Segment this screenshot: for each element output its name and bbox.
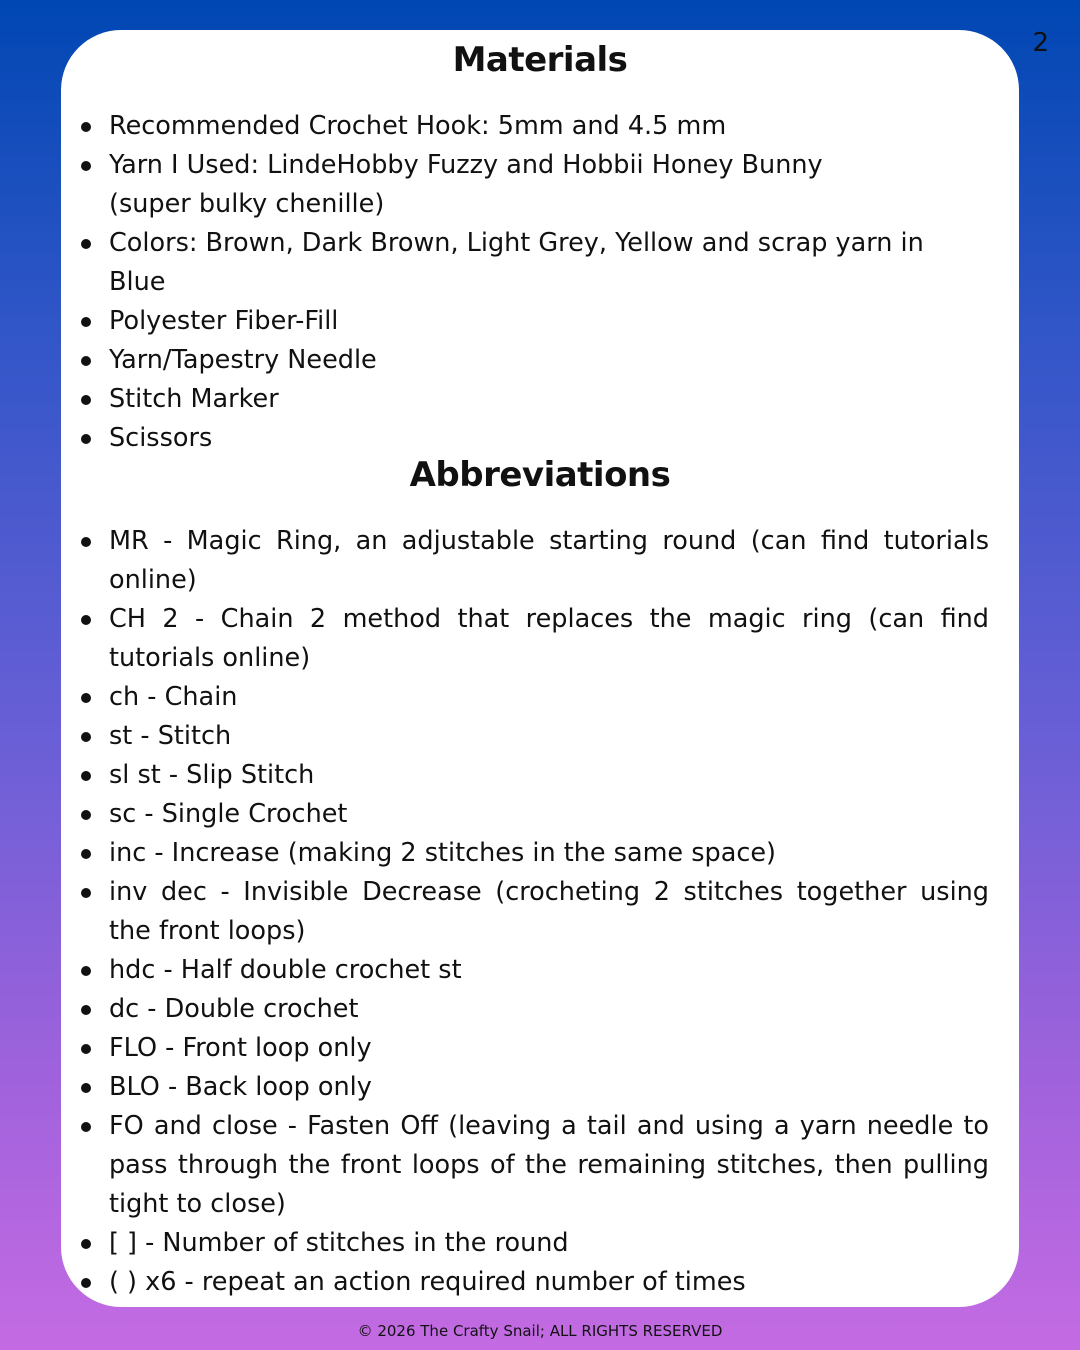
list-item xyxy=(61,795,1019,834)
content-card xyxy=(61,30,1019,1307)
list-item-text: ( ) x6 - repeat an action required number of times xyxy=(109,1267,746,1297)
list-item-text: sl st - Slip Stitch xyxy=(109,760,315,790)
list-item-text: Yarn/Tapestry Needle xyxy=(109,345,377,375)
bullet-icon xyxy=(81,161,91,171)
bullet-icon xyxy=(81,849,91,859)
bullet-icon xyxy=(81,1083,91,1093)
bullet-icon xyxy=(81,888,91,898)
bullet-icon xyxy=(81,1005,91,1015)
bullet-icon xyxy=(81,771,91,781)
bullet-icon xyxy=(81,1278,91,1288)
list-item xyxy=(61,302,1019,341)
list-item-text: inv dec - Invisible Decrease (crocheting 2 stitches together using the front loops) xyxy=(109,877,989,946)
list-item-text: CH 2 - Chain 2 method that replaces the magic ring (can find tutorials online) xyxy=(109,604,989,673)
list-item-text: Polyester Fiber-Fill xyxy=(109,306,339,336)
bullet-icon xyxy=(81,966,91,976)
list-item xyxy=(61,1224,1019,1263)
list-item xyxy=(61,678,1019,717)
bullet-icon xyxy=(81,693,91,703)
bullet-icon xyxy=(81,395,91,405)
list-item-text: Stitch Marker xyxy=(109,384,279,414)
bullet-icon xyxy=(81,356,91,366)
bullet-icon xyxy=(81,1044,91,1054)
materials-list xyxy=(61,107,1019,458)
bullet-icon xyxy=(81,615,91,625)
bullet-icon xyxy=(81,1239,91,1249)
bullet-icon xyxy=(81,810,91,820)
list-item-text: hdc - Half double crochet st xyxy=(109,955,462,985)
list-item xyxy=(61,600,1019,678)
list-item xyxy=(61,224,1019,302)
list-item-text: dc - Double crochet xyxy=(109,994,359,1024)
list-item xyxy=(61,717,1019,756)
list-item-text: Yarn I Used: LindeHobby Fuzzy and Hobbii Honey Bunny (super bulky chenille) xyxy=(109,150,823,219)
list-item-text: FO and close - Fasten Off (leaving a tail and using a yarn needle to pass through the front loops of the remaining stitches, then pulling tight to close) xyxy=(109,1111,989,1219)
bullet-icon xyxy=(81,122,91,132)
list-item xyxy=(61,1107,1019,1224)
bullet-icon xyxy=(81,732,91,742)
list-item xyxy=(61,990,1019,1029)
list-item xyxy=(61,341,1019,380)
list-item xyxy=(61,873,1019,951)
list-item xyxy=(61,1068,1019,1107)
list-item-text: FLO - Front loop only xyxy=(109,1033,372,1063)
list-item xyxy=(61,756,1019,795)
copyright-footer: © 2026 The Crafty Snail; ALL RIGHTS RESERVED xyxy=(357,1322,723,1340)
list-item-text: ch - Chain xyxy=(109,682,238,712)
list-item xyxy=(61,1263,1019,1302)
abbreviations-list xyxy=(61,522,1019,1302)
bullet-icon xyxy=(81,239,91,249)
bullet-icon xyxy=(81,1122,91,1132)
abbreviations-heading: Abbreviations xyxy=(409,455,671,495)
list-item xyxy=(61,1029,1019,1068)
list-item xyxy=(61,522,1019,600)
materials-heading: Materials xyxy=(452,40,628,80)
list-item-text: BLO - Back loop only xyxy=(109,1072,372,1102)
list-item xyxy=(61,419,1019,458)
list-item xyxy=(61,146,1019,224)
list-item xyxy=(61,380,1019,419)
list-item-text: Colors: Brown, Dark Brown, Light Grey, Yellow and scrap yarn in Blue xyxy=(109,228,924,297)
bullet-icon xyxy=(81,317,91,327)
list-item-text: inc - Increase (making 2 stitches in the same space) xyxy=(109,838,776,868)
list-item-text: [ ] - Number of stitches in the round xyxy=(109,1228,569,1258)
page-number: 2 xyxy=(1032,28,1049,58)
list-item-text: sc - Single Crochet xyxy=(109,799,348,829)
list-item xyxy=(61,107,1019,146)
list-item xyxy=(61,951,1019,990)
list-item-text: Recommended Crochet Hook: 5mm and 4.5 mm xyxy=(109,111,727,141)
bullet-icon xyxy=(81,537,91,547)
list-item xyxy=(61,834,1019,873)
list-item-text: Scissors xyxy=(109,423,213,453)
list-item-text: st - Stitch xyxy=(109,721,232,751)
bullet-icon xyxy=(81,434,91,444)
list-item-text: MR - Magic Ring, an adjustable starting round (can find tutorials online) xyxy=(109,526,989,595)
